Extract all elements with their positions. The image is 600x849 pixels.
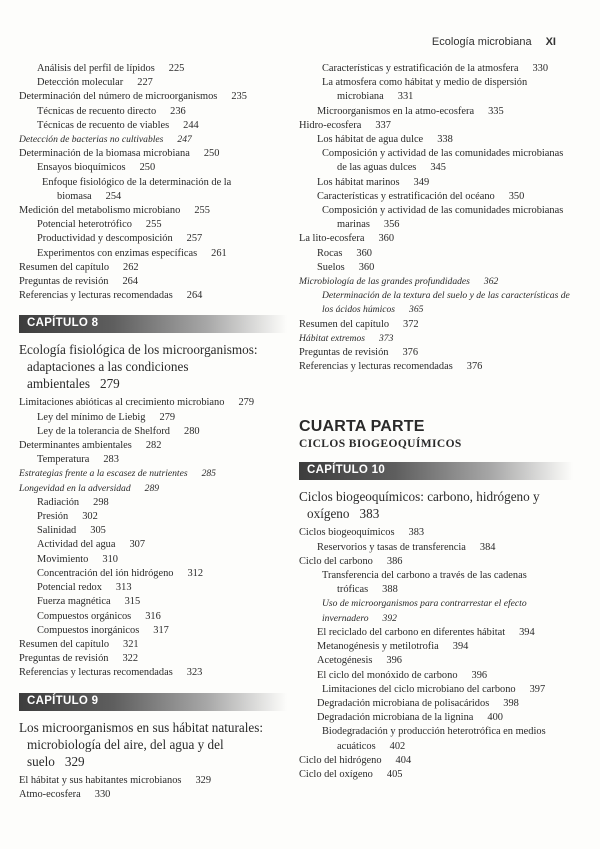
toc-entry-page: 330 [94,788,111,800]
toc-entry [299,76,573,104]
toc-entry-page: 335 [488,105,504,117]
toc-entry [19,105,287,119]
toc-entry [19,610,287,624]
toc-entry [299,768,573,782]
toc-entry [299,640,573,654]
toc-entry-title: Medición del metabolismo microbiano [19,205,181,217]
toc-entry [19,624,287,638]
chapter-label: CAPÍTULO 10 [307,464,386,477]
toc-entry [19,218,287,232]
toc-entry-title: Ley de la tolerancia de Shelford [37,425,170,437]
toc-entry-title: Microbiología de las grandes profundidades [299,276,470,288]
toc-entry-page: 376 [402,347,419,359]
toc-entry [299,711,573,725]
toc-entry-page: 337 [375,119,391,131]
toc-entry [19,581,287,595]
toc-entry-title: Productividad y descomposición [37,233,173,245]
toc-entry [299,147,573,175]
toc-entry-title: Longevidad en la adversidad [19,482,131,494]
part-title: CUARTA PARTE [299,418,425,436]
toc-entry [299,526,573,540]
toc-entry-page: 323 [186,667,203,679]
toc-entry-title: Ciclo del carbono [299,555,373,567]
chapter-title-line: Ecología fisiológica de los microorganismos: [19,342,258,358]
toc-entry-title: Preguntas de revisión [299,347,389,359]
toc-entry-title: El reciclado del carbono en diferentes hábitat [317,626,506,638]
toc-entry [19,453,287,467]
chapter-band [19,315,287,333]
toc-entry [299,62,573,76]
toc-entry-title: Detección de bacterias no cultivables [19,134,164,146]
chapter-band [299,462,573,480]
toc-entry-title: La lito-ecosfera [299,233,365,245]
toc-entry-title: Enfoque fisiológico de la determinación de la biomasa [42,176,232,202]
toc-entry-title: Acetogénesis [317,655,373,667]
chapter-label: CAPÍTULO 9 [27,694,99,707]
toc-entry-title: Estrategias frente a la escasez de nutrientes [19,468,188,480]
toc-entry-title: Ciclos biogeoquímicos [299,527,395,539]
toc-entry-title: Ciclo del oxígeno [299,768,373,780]
toc-entry [19,496,287,510]
toc-entry [299,555,573,569]
toc-entry-page: 365 [409,304,424,316]
toc-entry [19,62,287,76]
toc-entry-title: Los hábitat marinos [317,176,400,188]
toc-entry-page: 250 [203,148,220,160]
toc-entry-page: 356 [383,219,400,231]
toc-entry [19,147,287,161]
toc-entry [299,597,573,625]
toc-entry-page: 264 [122,276,139,288]
toc-entry [19,538,287,552]
toc-entry-title: Microorganismos en la atmo-ecosfera [317,105,475,117]
toc-entry-title: La atmosfera como hábitat y medio de dispersión microbiana [322,77,528,103]
toc-entry-title: Potencial heterotrófico [37,219,132,231]
toc-entry-page: 255 [194,205,210,217]
toc-entry-title: Características y estratificación del océano [317,190,495,202]
toc-entry [299,725,573,753]
toc-entry-page: 317 [153,624,169,636]
toc-entry-title: Concentración del ión hidrógeno [37,567,174,579]
toc-entry-title: Referencias y lecturas recomendadas [19,290,173,302]
toc-entry-title: Rocas [317,247,343,259]
toc-entry [299,569,573,597]
toc-entry-page: 315 [124,596,141,608]
toc-entry-page: 372 [403,318,419,330]
toc-entry-title: Los hábitat de agua dulce [317,134,424,146]
toc-entry-page: 313 [115,582,132,594]
toc-entry-title: Atmo-ecosfera [19,788,81,800]
toc-entry [19,204,287,218]
toc-entry-page: 289 [144,482,160,494]
toc-entry-title: Transferencia del carbono a través de las cadenas tróficas [322,570,527,596]
toc-entry [19,247,287,261]
toc-entry-title: Temperatura [37,454,90,466]
toc-entry-title: Técnicas de recuento de viables [37,119,170,131]
toc-entry-title: Resumen del capítulo [19,638,110,650]
chapter-start-page: 383 [359,506,380,522]
toc-entry-title: Actividad del agua [37,539,116,551]
toc-entry [299,204,573,232]
toc-entry-page: 250 [139,162,156,174]
chapter-start-page: 329 [64,753,85,769]
toc-entry [19,119,287,133]
toc-entry [299,247,573,261]
toc-entry-page: 279 [159,411,176,423]
toc-entry [19,261,287,275]
toc-entry-title: Hidro-ecosfera [299,119,362,131]
toc-entry [19,482,287,496]
toc-entry-page: 261 [211,247,227,259]
toc-entry-page: 386 [386,555,403,567]
toc-entry-page: 282 [145,440,162,452]
toc-entry-title: Suelos [317,261,345,273]
toc-entry-page: 384 [479,541,496,553]
toc-entry-title: Uso de microorganismos para contrarrestar el efecto invernadero [322,598,527,624]
running-header [432,36,556,48]
toc-entry-page: 236 [170,105,186,117]
toc-entry-page: 397 [529,683,546,695]
toc-entry-page: 404 [395,754,412,766]
toc-entry-page: 329 [195,774,212,786]
chapter-start-page: 279 [99,376,120,392]
toc-entry [299,541,573,555]
toc-entry-page: 394 [452,641,469,653]
toc-entry-title: Limitaciones del ciclo microbiano del carbono [322,683,516,695]
toc-entry [19,774,287,788]
toc-entry-title: Presión [37,511,69,523]
toc-entry [19,666,287,680]
toc-entry-page: 262 [123,261,139,273]
toc-entry [299,119,573,133]
toc-entry [299,669,573,683]
toc-entry [19,161,287,175]
toc-entry-page: 331 [397,91,414,103]
toc-entry-title: Biodegradación y producción heterotrófica en medios acuáticos [322,726,546,752]
toc-entry-title: Reservorios y tasas de transferencia [317,541,466,553]
toc-entry-page: 227 [137,77,153,89]
toc-entry-page: 345 [430,162,446,174]
toc-entry [19,439,287,453]
toc-entry-page: 330 [532,63,549,74]
toc-entry [299,275,573,289]
toc-entry-page: 280 [184,425,200,437]
toc-entry-title: Características y estratificación de la atmosfera [322,63,519,74]
toc-entry-title: Detección molecular [37,77,124,89]
toc-entry-page: 254 [105,190,122,202]
toc-entry [19,411,287,425]
toc-entry [299,105,573,119]
toc-entry-page: 264 [186,290,203,302]
toc-entry [299,683,573,697]
part-subtitle: CICLOS BIOGEOQUÍMICOS [299,438,462,451]
toc-entry-page: 283 [103,454,119,466]
toc-entry [19,553,287,567]
toc-entry [299,176,573,190]
toc-entry-title: Referencias y lecturas recomendadas [299,361,453,373]
toc-entry [299,133,573,147]
toc-entry-title: Limitaciones abióticas al crecimiento microbiano [19,397,225,409]
toc-entry-page: 360 [378,233,395,245]
toc-entry-page: 298 [93,496,109,508]
toc-entry [299,654,573,668]
toc-entry [299,697,573,711]
toc-entry-title: El ciclo del monóxido de carbono [317,669,458,681]
toc-entry [299,289,573,317]
toc-entry-title: Ensayos bioquímicos [37,162,126,174]
toc-entry-page: 360 [356,247,372,259]
toc-entry-page: 402 [389,740,406,752]
toc-entry [299,346,573,360]
toc-entry-title: Degradación microbiana de la lignina [317,712,474,724]
toc-entry [299,332,573,346]
page-number: XI [545,36,556,48]
toc-entry-title: Preguntas de revisión [19,276,109,288]
toc-entry [299,754,573,768]
toc-entry-page: 383 [408,527,425,539]
toc-right-column [299,62,573,782]
chapter-title-line: oxígeno 383 [307,506,380,522]
toc-entry-title: Composición y actividad de las comunidades microbianas de las aguas dulces [322,148,564,174]
toc-entry [19,425,287,439]
toc-entry [19,788,287,802]
toc-entry [19,638,287,652]
toc-entry [19,567,287,581]
toc-entry-page: 235 [231,91,247,103]
toc-entry [19,467,287,481]
toc-entry [19,232,287,246]
toc-entry-title: Compuestos orgánicos [37,610,132,622]
toc-entry-page: 257 [186,233,203,245]
toc-entry-title: El hábitat y sus habitantes microbianos [19,774,182,786]
toc-entry [19,176,287,204]
chapter-label: CAPÍTULO 8 [27,317,99,330]
toc-entry [19,510,287,524]
chapter-title-line: microbiología del aire, del agua y del [27,736,224,752]
toc-entry-page: 362 [483,276,499,288]
toc-entry-page: 400 [487,712,503,724]
toc-entry-page: 316 [145,610,161,622]
toc-entry-title: Determinación de la textura del suelo y de las características de los ácidos húmicos [322,290,570,316]
toc-entry-page: 305 [90,525,106,537]
chapter-title-line: suelo 329 [27,753,85,769]
toc-entry-page: 376 [466,361,483,373]
toc-entry-page: 373 [379,332,394,344]
toc-entry-page: 225 [168,63,185,74]
toc-entry-title: Determinación del número de microorganismos [19,91,218,103]
toc-entry [19,275,287,289]
toc-entry-page: 247 [177,134,192,146]
toc-entry-page: 279 [238,397,255,409]
toc-entry-page: 338 [437,134,453,146]
toc-entry [299,626,573,640]
toc-entry-page: 398 [503,697,519,709]
toc-entry-page: 307 [129,539,146,551]
toc-entry-page: 244 [183,119,199,131]
toc-entry-page: 405 [386,768,403,780]
toc-entry-page: 321 [123,638,139,650]
running-header-title: Ecología microbiana [431,36,532,48]
toc-entry-page: 310 [102,553,118,565]
toc-entry-title: Salinidad [37,525,77,537]
toc-entry-title: Potencial redox [37,582,102,594]
chapter-title [299,488,573,522]
toc-entry-title: Determinación de la biomasa microbiana [19,148,190,160]
toc-entry [299,360,573,374]
toc-entry-page: 255 [145,219,162,231]
toc-entry [19,76,287,90]
toc-entry-title: Determinantes ambientales [19,440,132,452]
toc-entry-title: Preguntas de revisión [19,653,109,665]
toc-entry-title: Movimiento [37,553,89,565]
toc-entry-title: Experimentos con enzimas específicas [37,247,198,259]
toc-entry-title: Ciclo del hidrógeno [299,754,382,766]
toc-entry-title: Referencias y lecturas recomendadas [19,667,173,679]
toc-entry-title: Degradación microbiana de polisacáridos [317,697,490,709]
toc-entry-title: Resumen del capítulo [19,261,110,273]
toc-entry-page: 285 [201,468,216,480]
chapter-title [19,341,287,392]
chapter-title-line: Los microorganismos en sus hábitat naturales: [19,719,264,735]
toc-entry-title: Compuestos inorgánicos [37,624,140,636]
toc-entry-page: 396 [471,669,488,681]
toc-entry [299,190,573,204]
toc-left-column [19,62,287,802]
toc-entry [19,595,287,609]
toc-entry [19,133,287,147]
toc-entry-page: 394 [519,626,535,638]
toc-entry [19,289,287,303]
toc-entry [19,524,287,538]
toc-entry [299,318,573,332]
toc-entry-title: Análisis del perfil de lípidos [37,63,155,74]
toc-entry-title: Ley del mínimo de Liebig [37,411,146,423]
toc-entry-title: Composición y actividad de las comunidades microbianas marinas [322,205,564,231]
toc-entry-page: 350 [508,190,525,202]
toc-entry-title: Fuerza magnética [37,596,111,608]
toc-entry-title: Metanogénesis y metilotrofia [317,641,439,653]
chapter-title [19,719,287,770]
toc-entry-page: 302 [82,511,98,523]
toc-entry-title: Resumen del capítulo [299,318,390,330]
toc-entry [299,232,573,246]
toc-entry-title: Hábitat extremos [299,332,365,344]
toc-entry [19,396,287,410]
toc-entry-page: 388 [382,584,398,596]
chapter-title-line: adaptaciones a las condiciones [27,359,189,375]
toc-entry-page: 349 [413,176,430,188]
chapter-title-line: ambientales 279 [27,376,120,392]
toc-entry-page: 312 [187,567,204,579]
toc-entry-title: Radiación [37,496,80,508]
toc-entry-page: 322 [122,653,139,665]
chapter-title-line: Ciclos biogeoquímicos: carbono, hidrógeno y [299,489,540,505]
toc-entry-page: 392 [382,612,397,624]
toc-entry [299,261,573,275]
toc-entry [19,90,287,104]
toc-entry-title: Técnicas de recuento directo [37,105,157,117]
toc-entry-page: 360 [358,261,375,273]
toc-entry [19,652,287,666]
toc-entry-page: 396 [386,655,402,667]
chapter-band [19,693,287,711]
